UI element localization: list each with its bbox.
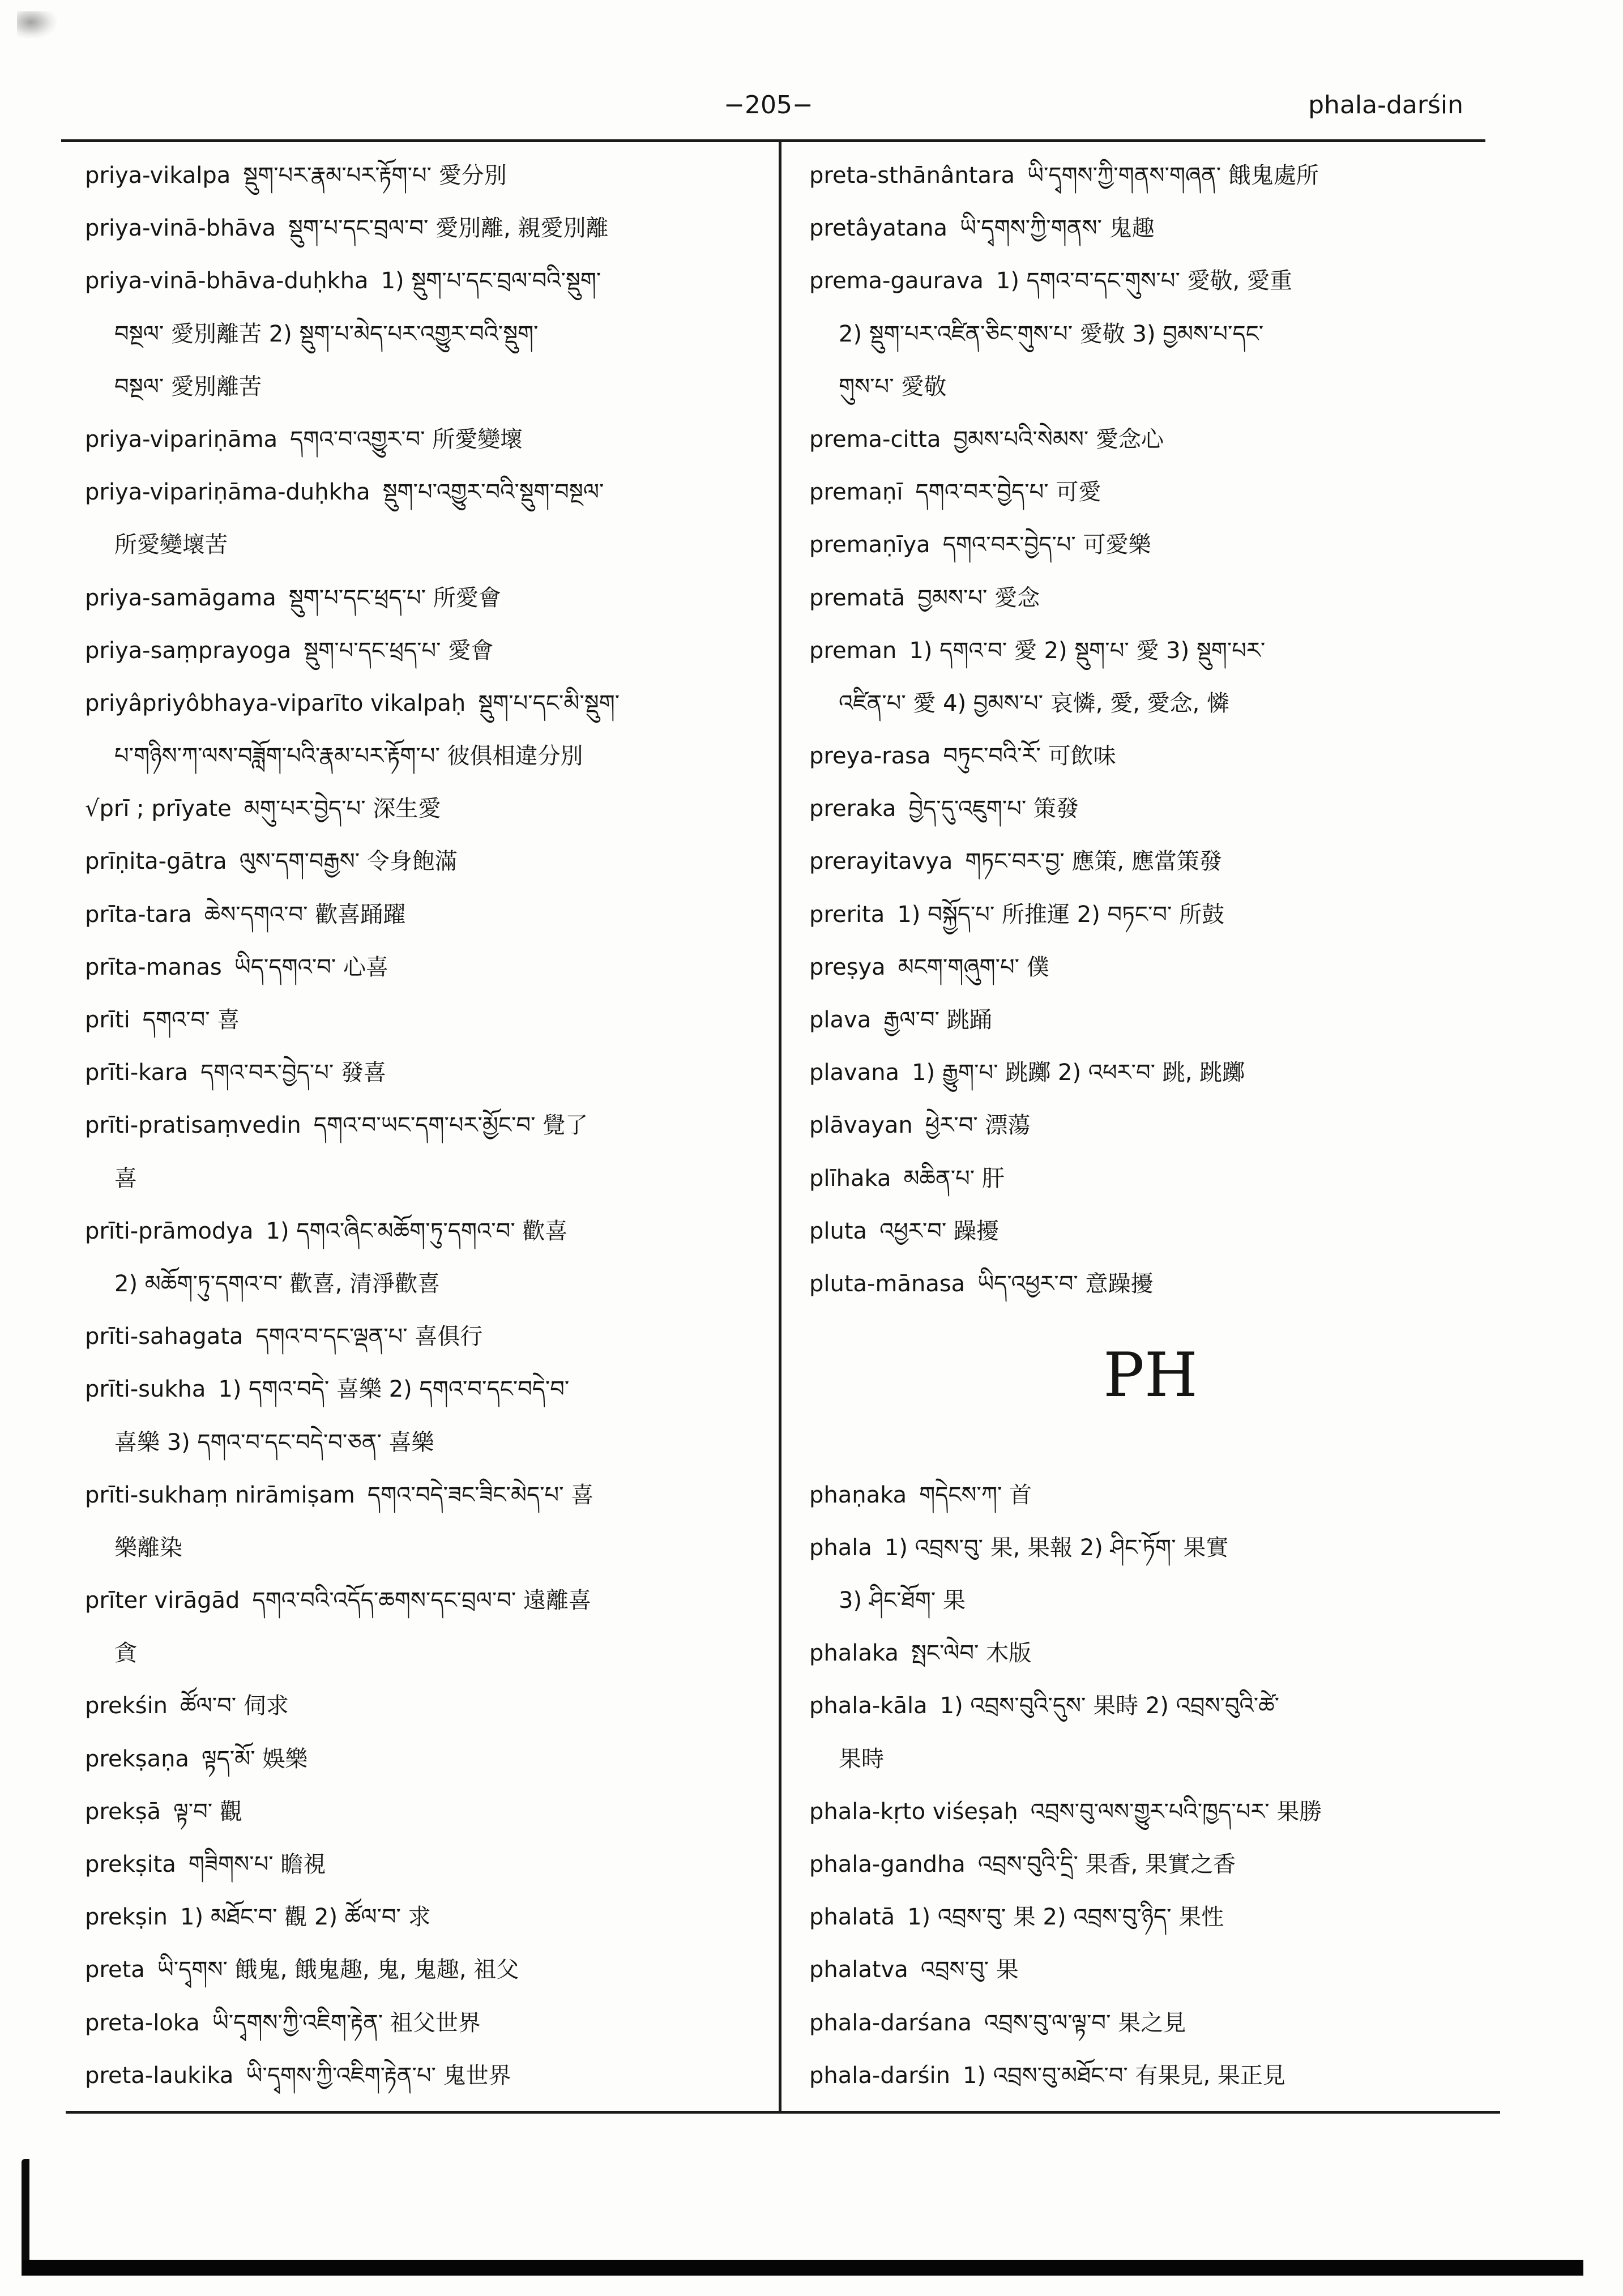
section-heading: PH [1103, 1340, 1198, 1411]
headword: preya-rasa [809, 743, 931, 770]
headword: phalatā [809, 1904, 895, 1931]
entry-first-line [85, 1047, 773, 1099]
gloss-text: 2) མཆོག་ཏུ་དགའ་བ་ 歡喜, 清淨歡喜 [114, 1270, 441, 1297]
dictionary-entry [85, 1997, 773, 2050]
dictionary-entry [85, 1680, 773, 1732]
gloss-text: 1) དགའ་བདེ་ 喜樂 2) དགའ་བ་དང་བདེ་བ་ [218, 1376, 570, 1403]
gloss-text: འཕྱར་བ་ 躁擾 [879, 1218, 999, 1244]
entry-first-line [809, 889, 1492, 941]
gloss-text: 1) འབྲས་བུའི་དུས་ 果時 2) འབྲས་བུའི་ཚེ་ [939, 1693, 1279, 1719]
headword: prema-citta [809, 426, 941, 453]
dictionary-entry [809, 625, 1492, 730]
column-divider [779, 139, 781, 2114]
gloss-text: དགའ་བའི་འདོད་ཆགས་དང་བྲལ་བ་ 遠離喜 [252, 1587, 592, 1614]
entry-first-line [85, 835, 773, 888]
headword: preraka [809, 796, 896, 822]
headword: prematā [809, 584, 906, 611]
gloss-text: འབྲས་བུ་ལ་ལྟ་བ་ 果之見 [984, 2009, 1186, 2036]
entry-first-line [85, 1099, 773, 1152]
headword: priya-vipariṇāma-duḥkha [85, 479, 370, 506]
headword: priya-vipariṇāma [85, 426, 278, 453]
dictionary-entry [85, 677, 773, 783]
gloss-text: 3) ཤིང་ཐོག་ 果 [839, 1587, 966, 1614]
gloss-text: 所愛變壞苦 [114, 532, 228, 558]
gloss-text: དགའ་བར་བྱེད་པ་ 發喜 [200, 1060, 386, 1086]
gloss-text: བྱེད་དུ་འཇུག་པ་ 策發 [908, 796, 1079, 822]
entry-continuation-line [85, 730, 773, 783]
entry-first-line [809, 1099, 1492, 1152]
entry-first-line [809, 783, 1492, 835]
headword: plāvayan [809, 1112, 913, 1139]
dictionary-entry [85, 1469, 773, 1574]
right-entry-list [809, 150, 1492, 1311]
dictionary-entry [85, 1944, 773, 1996]
entry-first-line [809, 994, 1492, 1047]
gloss-text: དགའ་བར་བྱེད་པ་ 可愛樂 [942, 532, 1151, 558]
headword: prīṇita-gātra [85, 848, 227, 875]
gloss-text: དགའ་བ་ 喜 [142, 1007, 240, 1033]
headword: prīti-kara [85, 1060, 189, 1086]
dictionary-entry [809, 1047, 1492, 1099]
headword: preta [85, 1957, 145, 1983]
entry-continuation-line [85, 519, 773, 571]
entry-continuation-line [809, 1733, 1492, 1786]
gloss-text: ཆེས་དགའ་བ་ 歡喜踊躍 [204, 901, 406, 928]
entry-first-line [809, 2050, 1492, 2102]
dictionary-entry [809, 1522, 1492, 1627]
dictionary-entry [809, 1627, 1492, 1680]
dictionary-entry [809, 1205, 1492, 1258]
gloss-text: ཡི་དྭགས་ 餓鬼, 餓鬼趣, 鬼, 鬼趣, 祖父 [157, 1957, 519, 1983]
entry-first-line [85, 625, 773, 677]
dictionary-entry [85, 1838, 773, 1891]
dictionary-entry [85, 1311, 773, 1363]
entry-first-line [809, 1153, 1492, 1205]
entry-first-line [809, 1891, 1492, 1944]
dictionary-entry [85, 1574, 773, 1680]
headword: prerayitavya [809, 848, 953, 875]
gloss-text: 2) སྡུག་པར་འཛིན་ཅིང་གུས་པ་ 愛敬 3) བྱམས་པ་དང་ [839, 321, 1264, 347]
headword: preta-loka [85, 2009, 200, 2036]
entry-continuation-line [809, 361, 1492, 413]
entry-first-line [809, 1627, 1492, 1680]
dictionary-entry [85, 625, 773, 677]
gloss-text: ཡིད་འཕྱར་བ་ 意躁擾 [977, 1270, 1154, 1297]
gloss-text: འབྲས་བུའི་དྲི་ 果香, 果實之香 [977, 1851, 1236, 1878]
gloss-text: བྱམས་པ་ 愛念 [917, 584, 1040, 611]
entry-first-line [809, 1469, 1492, 1522]
gloss-text: བཏུང་བའི་རོ་ 可飲味 [943, 743, 1116, 770]
dictionary-entry [809, 1680, 1492, 1785]
entry-continuation-line [809, 1574, 1492, 1627]
gloss-text: འབྲས་བུ་ལས་གྱུར་པའི་ཁྱད་པར་ 果勝 [1030, 1798, 1322, 1825]
dictionary-entry [85, 255, 773, 413]
entry-first-line [85, 1891, 773, 1944]
gloss-text: སྡུག་པ་འགྱུར་བའི་སྡུག་བསྔལ་ [382, 479, 604, 506]
headword: prema-gaurava [809, 268, 984, 295]
section-entry-list [809, 1469, 1492, 2102]
gloss-text: 1) འབྲས་བུ་མཐོང་བ་ 有果見, 果正見 [962, 2062, 1285, 2089]
page-number: −205− [724, 91, 813, 120]
entry-continuation-line [85, 308, 773, 361]
gloss-text: 樂離染 [114, 1534, 182, 1561]
gloss-text: སྡུག་པར་རྣམ་པར་རྟོག་པ་ 愛分別 [243, 163, 507, 189]
entry-first-line [85, 1680, 773, 1732]
gloss-text: ལྟ་བ་ 觀 [173, 1798, 242, 1825]
headword: phalaka [809, 1640, 899, 1667]
gloss-text: 1) མཐོང་བ་ 觀 2) ཚོལ་བ་ 求 [180, 1904, 431, 1931]
entry-first-line [809, 202, 1492, 255]
headword: priya-saṃprayoga [85, 637, 292, 664]
entry-first-line [809, 1786, 1492, 1838]
headword: preman [809, 637, 897, 664]
entry-first-line [809, 1522, 1492, 1574]
gloss-text: གཏང་བར་བྱ་ 應策, 應當策發 [965, 848, 1222, 875]
entry-continuation-line [85, 1258, 773, 1311]
entry-first-line [85, 1838, 773, 1891]
gloss-text: 1) དགའ་བ་དང་གུས་པ་ 愛敬, 愛重 [996, 268, 1292, 295]
headword: prīta-tara [85, 901, 192, 928]
headword: prerita [809, 901, 885, 928]
entry-first-line [809, 413, 1492, 466]
entry-first-line [809, 572, 1492, 625]
entry-first-line [85, 1997, 773, 2050]
gloss-text: སྡུག་པ་དང་མི་སྡུག་ [478, 690, 620, 716]
dictionary-entry [85, 1099, 773, 1205]
entry-first-line [85, 889, 773, 941]
dictionary-entry [809, 255, 1492, 413]
entry-first-line [809, 625, 1492, 677]
dictionary-entry [809, 1997, 1492, 2050]
gloss-text: སྡུག་པ་དང་ཕྲད་པ་ 所愛會 [288, 584, 501, 611]
headword: prekśin [85, 1693, 168, 1719]
gloss-text: སྤང་ལེབ་ 木版 [911, 1640, 1032, 1667]
gloss-text: ཕྱེར་བ་ 漂蕩 [925, 1112, 1031, 1139]
entry-first-line [809, 941, 1492, 994]
entry-first-line [809, 1205, 1492, 1258]
entry-first-line [85, 941, 773, 994]
headword: priyâpriyôbhaya-viparīto vikalpaḥ [85, 690, 466, 716]
entry-first-line [85, 1311, 773, 1363]
entry-first-line [85, 783, 773, 835]
headword: plava [809, 1007, 872, 1033]
entry-first-line [85, 572, 773, 625]
gloss-text: དགའ་བ་ཡང་དག་པར་མྱོང་བ་ 覺了 [313, 1112, 588, 1139]
dictionary-entry [809, 889, 1492, 941]
entry-first-line [85, 413, 773, 466]
dictionary-entry [85, 783, 773, 835]
gloss-text: གདེངས་ཀ་ 首 [919, 1482, 1032, 1508]
headword: phala-kāla [809, 1693, 928, 1719]
entry-first-line [809, 519, 1492, 571]
dictionary-entry [85, 994, 773, 1047]
dictionary-entry [809, 730, 1492, 783]
gloss-text: སྡུག་པ་དང་བྲལ་བ་ 愛別離, 親愛別離 [288, 215, 609, 242]
scan-edge-shadow [22, 2159, 29, 2276]
gloss-text: འཛིན་པ་ 愛 4) བྱམས་པ་ 哀憐, 愛, 愛念, 憐 [839, 690, 1230, 716]
headword: prīter virāgād [85, 1587, 240, 1614]
entry-first-line [85, 466, 773, 519]
headword: premaṇī [809, 479, 903, 506]
headword: phalatva [809, 1957, 908, 1983]
headword: phala [809, 1534, 872, 1561]
gloss-text: བསྔལ་ 愛別離苦 [114, 373, 262, 400]
gloss-text: གུས་པ་ 愛敬 [839, 373, 947, 400]
gloss-text: ཡི་དྭགས་ཀྱི་གནས་ 鬼趣 [960, 215, 1155, 242]
gloss-text: 喜樂 3) དགའ་བ་དང་བདེ་བ་ཅན་ 喜樂 [114, 1429, 434, 1456]
gloss-text: མཆིན་པ་ 肝 [903, 1165, 1005, 1192]
gloss-text: སྡུག་པ་དང་ཕྲད་པ་ 愛會 [304, 637, 494, 664]
headword: priya-vinā-bhāva [85, 215, 276, 242]
entry-first-line [85, 1944, 773, 1996]
left-entry-list [85, 150, 773, 2102]
entry-continuation-line [85, 1153, 773, 1205]
gloss-text: ཡི་དྭགས་ཀྱི་འཇིག་རྟེན་པ་ 鬼世界 [246, 2062, 511, 2089]
gloss-text: ཡི་དྭགས་ཀྱི་འཇིག་རྟེན་ 祖父世界 [212, 2009, 481, 2036]
headword: √prī ; prīyate [85, 796, 232, 822]
gloss-text: བྱམས་པའི་སེམས་ 愛念心 [953, 426, 1164, 453]
headword: prīta-manas [85, 954, 222, 980]
dictionary-entry [85, 466, 773, 571]
gloss-text: 果時 [839, 1746, 884, 1772]
entry-first-line [809, 730, 1492, 783]
gloss-text: 1) རྒྱུག་པ་ 跳躑 2) འཕར་བ་ 跳, 跳躑 [912, 1060, 1245, 1086]
dictionary-entry [85, 1047, 773, 1099]
dictionary-entry [809, 1469, 1492, 1522]
gloss-text: ལུས་དག་བརྒྱས་ 令身飽滿 [239, 848, 458, 875]
dictionary-entry [809, 1153, 1492, 1205]
entry-first-line [85, 202, 773, 255]
entry-first-line [85, 1733, 773, 1786]
gloss-text: 1) འབྲས་བུ་ 果 2) འབྲས་བུ་ཉིད་ 果性 [907, 1904, 1224, 1931]
gloss-text: 貪 [114, 1640, 137, 1667]
dictionary-entry [85, 1891, 773, 1944]
gloss-text: གཟིགས་པ་ 瞻視 [188, 1851, 326, 1877]
headword: pretâyatana [809, 215, 948, 242]
headword: preta-laukika [85, 2062, 234, 2089]
headword: plavana [809, 1060, 900, 1086]
dictionary-entry [809, 572, 1492, 625]
headword: prekṣaṇa [85, 1746, 189, 1772]
headword: prīti-sahagata [85, 1324, 244, 1350]
entry-first-line [85, 677, 773, 730]
dictionary-entry [85, 1205, 773, 1311]
headword: priya-vikalpa [85, 163, 231, 189]
dictionary-entry [85, 2050, 773, 2102]
dictionary-entry [809, 835, 1492, 888]
headword: phala-gandha [809, 1851, 966, 1878]
entry-first-line [85, 1363, 773, 1416]
bottom-rule [66, 2111, 1500, 2114]
entry-first-line [809, 466, 1492, 519]
dictionary-entry [809, 466, 1492, 519]
headword: pluta-mānasa [809, 1270, 966, 1297]
gloss-text: དགའ་བ་དང་ལྡན་པ་ 喜俱行 [255, 1324, 483, 1350]
headword: priya-vinā-bhāva-duḥkha [85, 268, 369, 295]
gloss-text: 1) དགའ་བ་ 愛 2) སྡུག་པ་ 愛 3) སྡུག་པར་ [909, 637, 1266, 664]
gloss-text: མངག་གཞུག་པ་ 僕 [898, 954, 1049, 980]
headword: prīti-sukhaṃ nirāmiṣam [85, 1482, 355, 1508]
gloss-text: དགའ་བདེ་ཟང་ཟིང་མེད་པ་ 喜 [367, 1482, 594, 1508]
top-rule [61, 139, 1485, 142]
headword: phala-darśana [809, 2009, 972, 2036]
gloss-text: ཚོལ་བ་ 伺求 [180, 1693, 289, 1719]
dictionary-entry [85, 1733, 773, 1786]
gloss-text: པ་གཉིས་ཀ་ལས་བཟློག་པའི་རྣམ་པར་རྟོག་པ་ 彼俱相違分別 [114, 743, 583, 770]
gloss-text: ཡིད་དགའ་བ་ 心喜 [234, 954, 389, 980]
dictionary-entry [809, 2050, 1492, 2102]
gloss-text: 1) འབྲས་བུ་ 果, 果報 2) ཤིང་ཏོག་ 果實 [884, 1534, 1229, 1561]
dictionary-entry [85, 150, 773, 202]
running-head: phala-darśin [1308, 91, 1463, 120]
entry-continuation-line [85, 1522, 773, 1574]
headword: preta-sthānântara [809, 163, 1015, 189]
entry-first-line [85, 2050, 773, 2102]
dictionary-entry [809, 783, 1492, 835]
entry-first-line [809, 150, 1492, 202]
headword: phaṇaka [809, 1482, 907, 1508]
headword: phala-darśin [809, 2062, 950, 2089]
headword: prekṣin [85, 1904, 168, 1931]
entry-continuation-line [85, 1416, 773, 1469]
dictionary-entry [809, 1258, 1492, 1311]
headword: prekṣita [85, 1851, 176, 1877]
entry-first-line [809, 835, 1492, 888]
dictionary-entry [85, 1363, 773, 1469]
headword: pluta [809, 1218, 868, 1244]
entry-first-line [85, 1574, 773, 1627]
entry-continuation-line [809, 308, 1492, 361]
headword: prīti-pratisaṃvedin [85, 1112, 301, 1139]
entry-continuation-line [809, 677, 1492, 730]
right-column [809, 150, 1492, 2109]
dictionary-entry [85, 889, 773, 941]
entry-first-line [809, 1997, 1492, 2050]
dictionary-entry [85, 835, 773, 888]
headword: preṣya [809, 954, 886, 980]
entry-first-line [85, 994, 773, 1047]
dictionary-entry [85, 1786, 773, 1838]
dictionary-entry [85, 941, 773, 994]
scan-speck [17, 11, 57, 39]
gloss-text: དགའ་བ་འགྱུར་བ་ 所愛變壞 [290, 426, 523, 453]
entry-first-line [85, 1786, 773, 1838]
headword: priya-samāgama [85, 584, 276, 611]
gloss-text: 喜 [114, 1165, 137, 1192]
scan-border-band [23, 2260, 1583, 2276]
gloss-text: ཡི་དྭགས་ཀྱི་གནས་གཞན་ 餓鬼處所 [1027, 163, 1319, 189]
entry-first-line [809, 255, 1492, 308]
headword: prekṣā [85, 1798, 161, 1825]
dictionary-entry [85, 202, 773, 255]
headword: prīti [85, 1007, 130, 1033]
dictionary-entry [809, 413, 1492, 466]
gloss-text: རྒྱལ་བ་ 跳踊 [883, 1007, 992, 1033]
entry-continuation-line [85, 1627, 773, 1680]
gloss-text: ལྟད་མོ་ 娛樂 [201, 1746, 308, 1772]
entry-first-line [809, 1944, 1492, 1996]
dictionary-entry [809, 1786, 1492, 1838]
entry-first-line [85, 1469, 773, 1522]
entry-first-line [85, 1205, 773, 1258]
gloss-text: བསྔལ་ 愛別離苦 2) སྡུག་པ་མེད་པར་འགྱུར་བའི་སྡུག་ [114, 321, 539, 347]
headword: prīti-prāmodya [85, 1218, 254, 1244]
entry-first-line [809, 1838, 1492, 1891]
entry-first-line [809, 1258, 1492, 1311]
headword: prīti-sukha [85, 1376, 206, 1403]
dictionary-entry [809, 1944, 1492, 1996]
headword: premaṇīya [809, 532, 930, 558]
dictionary-entry [85, 413, 773, 466]
entry-first-line [85, 255, 773, 308]
dictionary-entry [809, 994, 1492, 1047]
dictionary-entry [809, 150, 1492, 202]
gloss-text: འབྲས་བུ་ 果 [920, 1957, 1019, 1983]
dictionary-entry [809, 1838, 1492, 1891]
entry-first-line [85, 150, 773, 202]
gloss-text: 1) སྡུག་པ་དང་བྲལ་བའི་སྡུག་ [381, 268, 601, 295]
dictionary-entry [85, 572, 773, 625]
dictionary-entry [809, 519, 1492, 571]
dictionary-entry [809, 202, 1492, 255]
dictionary-entry [809, 941, 1492, 994]
gloss-text: མགུ་པར་བྱེད་པ་ 深生愛 [244, 796, 441, 822]
gloss-text: 1) དགའ་ཞིང་མཆོག་ཏུ་དགའ་བ་ 歡喜 [266, 1218, 568, 1244]
headword: phala-kṛto viśeṣaḥ [809, 1798, 1018, 1825]
entry-first-line [809, 1047, 1492, 1099]
gloss-text: 1) བསྐྱོད་པ་ 所推運 2) བཏང་བ་ 所鼓 [897, 901, 1225, 928]
entry-continuation-line [85, 361, 773, 413]
dictionary-entry [809, 1891, 1492, 1944]
headword: plīhaka [809, 1165, 891, 1192]
left-column [85, 150, 773, 2109]
gloss-text: དགའ་བར་བྱེད་པ་ 可愛 [915, 479, 1101, 506]
dictionary-entry [809, 1099, 1492, 1152]
entry-first-line [809, 1680, 1492, 1732]
